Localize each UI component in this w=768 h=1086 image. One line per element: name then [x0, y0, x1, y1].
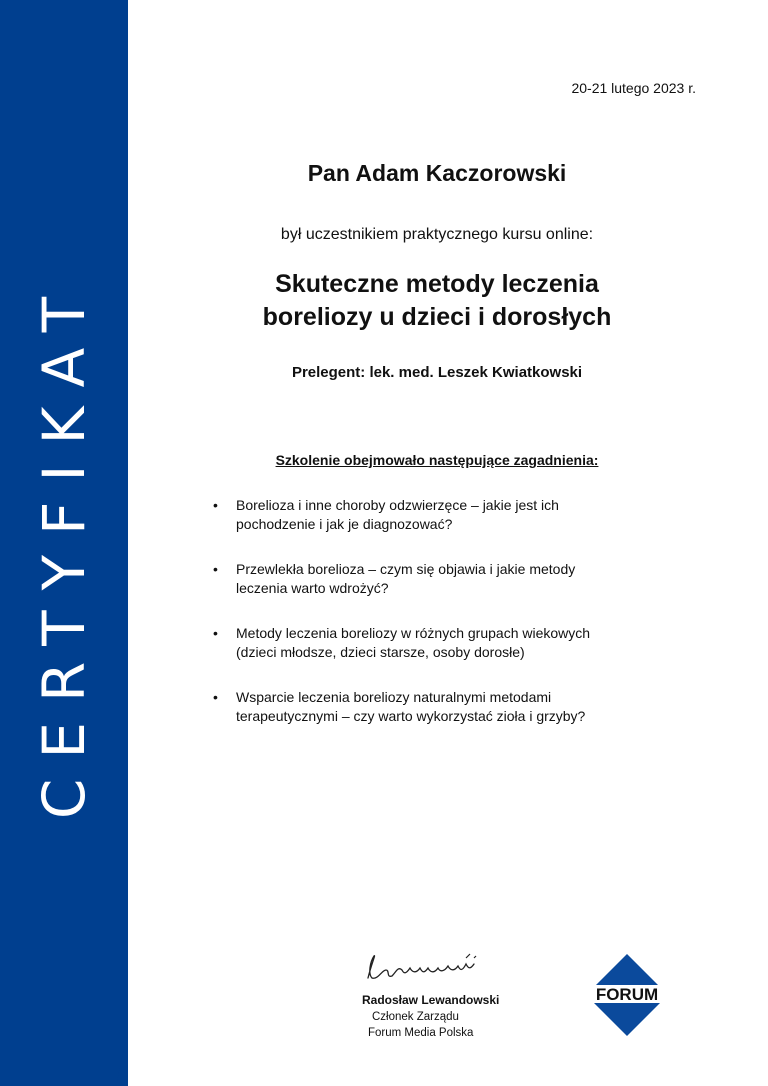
- list-item: [210, 496, 650, 534]
- topic-line: pochodzenie i jak je diagnozować?: [236, 516, 453, 532]
- intro-text: był uczestnikiem praktycznego kursu online:: [280, 226, 594, 243]
- topic-line: Metody leczenia boreliozy w różnych grupach wiekowych: [236, 625, 591, 641]
- topic-line: (dzieci młodsze, dzieci starsze, osoby dorosłe): [236, 644, 525, 660]
- handwritten-signature-icon: [362, 948, 482, 984]
- course-title-line-2: boreliozy u dzieci i dorosłych: [262, 303, 612, 331]
- course-title-line-1: Skuteczne metody leczenia: [275, 270, 599, 298]
- list-item: [210, 560, 650, 598]
- topic-line: Przewlekła borelioza – czym się objawia i jakie metody: [236, 561, 576, 577]
- side-band: [0, 0, 128, 1086]
- recipient-name: Pan Adam Kaczorowski: [307, 160, 567, 186]
- certificate-title: CERTYFIKAT: [30, 276, 98, 820]
- topics-heading: Szkolenie obejmowało następujące zagadnienia:: [275, 452, 599, 468]
- course-title: [178, 268, 696, 334]
- lecturer: Prelegent: lek. med. Leszek Kwiatkowski: [291, 364, 583, 381]
- bullet-icon: •: [213, 625, 218, 641]
- forum-logo-icon: [586, 954, 668, 1036]
- certificate-date: 20-21 lutego 2023 r.: [571, 80, 696, 96]
- topic-line: Borelioza i inne choroby odzwierzęce – jakie jest ich: [236, 497, 559, 513]
- topics-list: [210, 496, 650, 752]
- signer-name: Radosław Lewandowski: [362, 993, 500, 1007]
- bullet-icon: •: [213, 689, 218, 705]
- signer-company: Forum Media Polska: [368, 1027, 474, 1039]
- signer-role: Członek Zarządu: [372, 1011, 459, 1023]
- bullet-icon: •: [213, 561, 218, 577]
- topic-line: leczenia warto wdrożyć?: [236, 580, 389, 596]
- topic-line: Wsparcie leczenia boreliozy naturalnymi metodami: [236, 689, 552, 705]
- list-item: [210, 688, 650, 726]
- logo-text: FORUM: [595, 985, 659, 1004]
- list-item: [210, 624, 650, 662]
- bullet-icon: •: [213, 497, 218, 513]
- topic-line: terapeutycznymi – czy warto wykorzystać zioła i grzyby?: [236, 708, 586, 724]
